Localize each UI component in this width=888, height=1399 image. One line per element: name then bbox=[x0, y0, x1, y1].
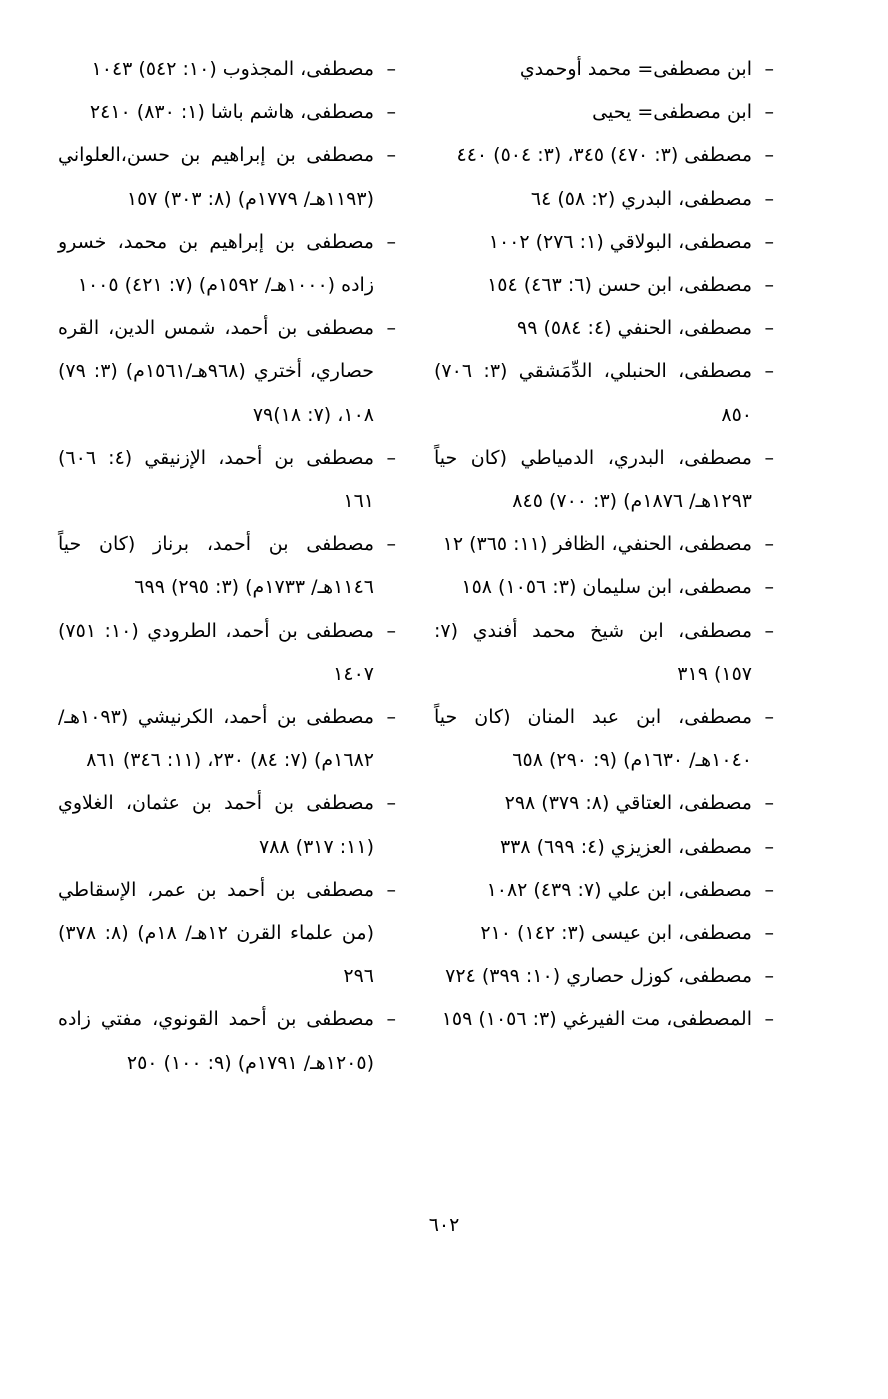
right-column bbox=[434, 48, 778, 1042]
index-entry: – مصطفى، كوزل حصاري (١٠: ٣٩٩) ٧٢٤ bbox=[434, 955, 778, 998]
index-entry: – مصطفى بن أحمد، برناز (كان حياً ١١٤٦هـ/ ١٧٣٣م) (٣: ٢٩٥) ٦٩٩ bbox=[58, 523, 400, 609]
index-entry: – مصطفى، الحنفي (٤: ٥٨٤) ٩٩ bbox=[434, 307, 778, 350]
index-entry: – مصطفى، الحنبلي، الدِّمَشقي (٣: ٧٠٦) ٨٥٠ bbox=[434, 350, 778, 436]
index-entry: – مصطفى، العزيزي (٤: ٦٩٩) ٣٣٨ bbox=[434, 826, 778, 869]
index-entry: – مصطفى، الحنفي، الظافر (١١: ٣٦٥) ١٢ bbox=[434, 523, 778, 566]
index-entry: – المصطفى، مت الفيرغي (٣: ١٠٥٦) ١٥٩ bbox=[434, 998, 778, 1041]
index-entry: – مصطفى، ابن حسن (٦: ٤٦٣) ١٥٤ bbox=[434, 264, 778, 307]
index-entry: – مصطفى بن أحمد بن عمر، الإسقاطي (من علماء القرن ١٢هـ/ ١٨م) (٨: ٣٧٨) ٢٩٦ bbox=[58, 869, 400, 999]
index-entry: – مصطفى، ابن عبد المنان (كان حياً ١٠٤٠هـ/ ١٦٣٠م) (٩: ٢٩٠) ٦٥٨ bbox=[434, 696, 778, 782]
index-entry: – مصطفى بن أحمد القونوي، مفتي زاده (١٢٠٥هـ/ ١٧٩١م) (٩: ١٠٠) ٢٥٠ bbox=[58, 998, 400, 1084]
index-entry: – مصطفى، البدري (٢: ٥٨) ٦٤ bbox=[434, 178, 778, 221]
index-entry: – مصطفى، البدري، الدمياطي (كان حياً ١٢٩٣هـ/ ١٨٧٦م) (٣: ٧٠٠) ٨٤٥ bbox=[434, 437, 778, 523]
index-entry: – مصطفى بن إبراهيم بن حسن،العلواني (١١٩٣هـ/ ١٧٧٩م) (٨: ٣٠٣) ١٥٧ bbox=[58, 134, 400, 220]
index-entry: – مصطفى (٣: ٤٧٠) ٣٤٥، (٣: ٥٠٤) ٤٤٠ bbox=[434, 134, 778, 177]
index-entry: – مصطفى، ابن سليمان (٣: ١٠٥٦) ١٥٨ bbox=[434, 566, 778, 609]
index-entry: – مصطفى، ابن علي (٧: ٤٣٩) ١٠٨٢ bbox=[434, 869, 778, 912]
index-entry: – مصطفى بن أحمد، الكرنيشي (١٠٩٣هـ/ ١٦٨٢م) (٧: ٨٤) ٢٣٠، (١١: ٣٤٦) ٨٦١ bbox=[58, 696, 400, 782]
index-entry: – مصطفى، المجذوب (١٠: ٥٤٢) ١٠٤٣ bbox=[58, 48, 400, 91]
index-entry: – مصطفى بن أحمد، الطرودي (١٠: ٧٥١) ١٤٠٧ bbox=[58, 610, 400, 696]
index-entry: – ابن مصطفى= محمد أوحمدي bbox=[434, 48, 778, 91]
index-entry: – مصطفى، هاشم باشا (١: ٨٣٠) ٢٤١٠ bbox=[58, 91, 400, 134]
index-entry: – مصطفى بن أحمد، الإزنيقي (٤: ٦٠٦) ١٦١ bbox=[58, 437, 400, 523]
index-entry: – ابن مصطفى= يحيى bbox=[434, 91, 778, 134]
page-number: ٦٠٢ bbox=[428, 1214, 460, 1236]
index-entry: – مصطفى بن إبراهيم بن محمد، خسرو زاده (١٠٠٠هـ/ ١٥٩٢م) (٧: ٤٢١) ١٠٠٥ bbox=[58, 221, 400, 307]
index-entry: – مصطفى، العتاقي (٨: ٣٧٩) ٢٩٨ bbox=[434, 782, 778, 825]
index-entry: – مصطفى، ابن عيسى (٣: ١٤٢) ٢١٠ bbox=[434, 912, 778, 955]
index-entry: – مصطفى، ابن شيخ محمد أفندي (٧: ١٥٧) ٣١٩ bbox=[434, 610, 778, 696]
index-entry: – مصطفى بن أحمد بن عثمان، الغلاوي (١١: ٣١٧) ٧٨٨ bbox=[58, 782, 400, 868]
index-entry: – مصطفى، البولاقي (١: ٢٧٦) ١٠٠٢ bbox=[434, 221, 778, 264]
index-entry: – مصطفى بن أحمد، شمس الدين، القره حصاري، أختري (٩٦٨هـ/١٥٦١م) (٣: ٧٩) ١٠٨، (٧: ١٨)٧٩ bbox=[58, 307, 400, 437]
left-column bbox=[58, 48, 400, 1085]
